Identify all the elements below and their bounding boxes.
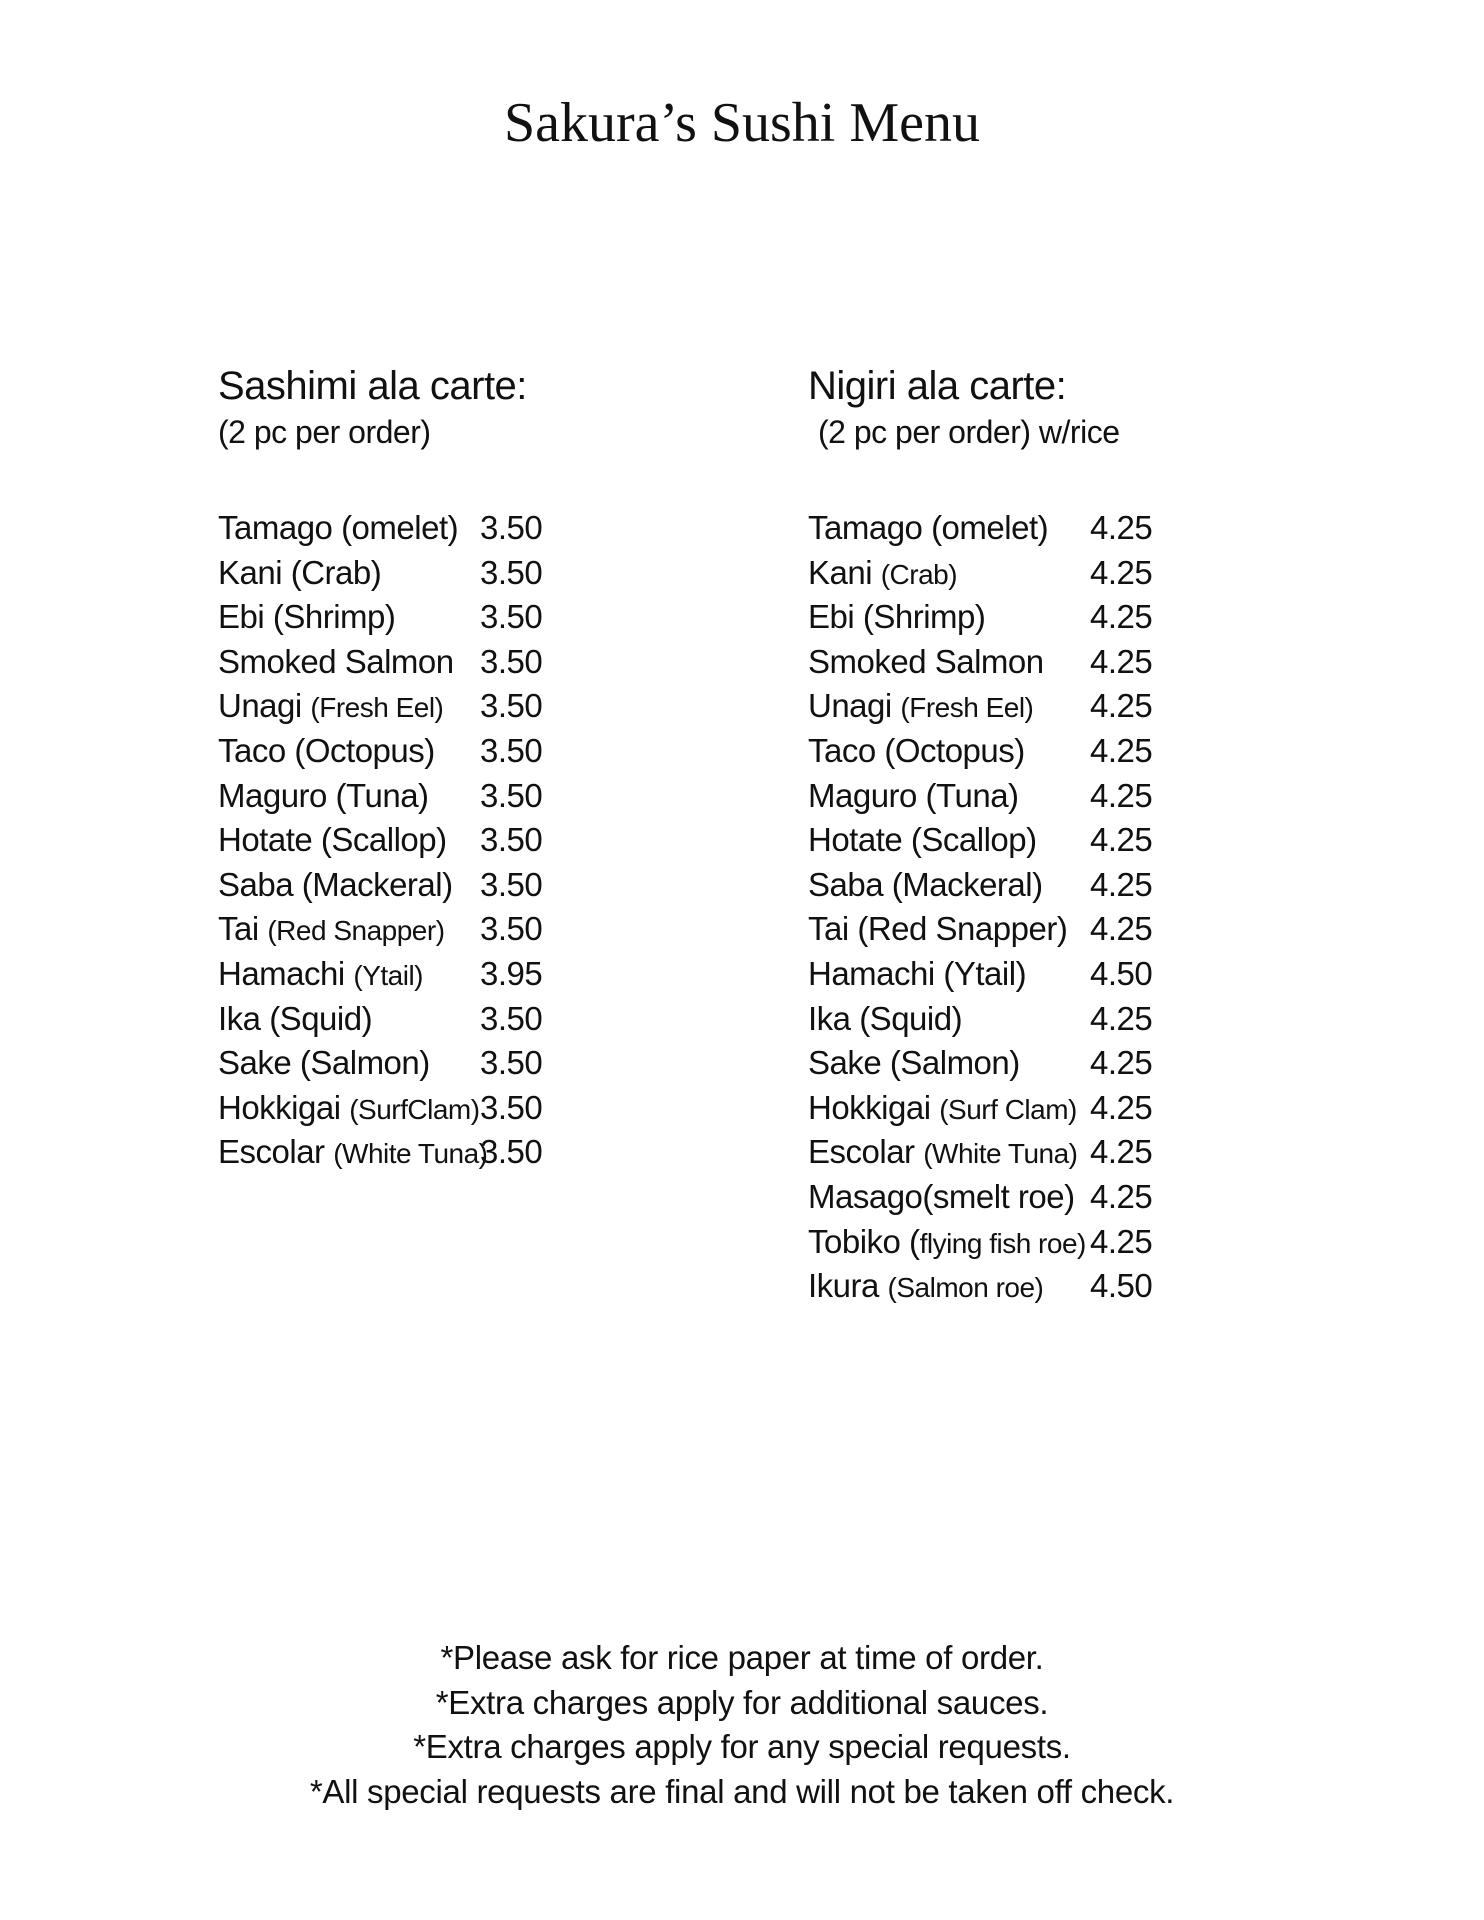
menu-item-label: Ika (Squid) [218, 999, 373, 1037]
menu-item-detail: (White Tuna) [333, 1138, 488, 1170]
menu-item [218, 952, 638, 997]
footer-note: *All special requests are final and will not be taken off check. [309, 1772, 1175, 1810]
menu-item-price: 3.50 [480, 821, 543, 859]
menu-item [808, 818, 1248, 863]
menu-item-price: 4.25 [1090, 1088, 1153, 1126]
menu-item-label: Escolar [218, 1133, 325, 1171]
menu-item-name [218, 729, 435, 774]
menu-item [218, 640, 638, 685]
menu-item [808, 1264, 1248, 1309]
menu-item-name [808, 907, 1067, 952]
menu-item [808, 1086, 1248, 1131]
menu-item-label: Saba (Mackeral) [218, 865, 453, 903]
menu-item-price: 4.25 [1090, 821, 1153, 859]
menu-item-label: Hamachi [218, 954, 345, 992]
menu-item-price: 3.50 [480, 776, 543, 814]
menu-item-label: Taco (Octopus) [808, 731, 1025, 769]
menu-item [808, 1130, 1248, 1175]
menu-item-price: 4.25 [1090, 865, 1153, 903]
menu-item-name [218, 640, 454, 685]
menu-item-price: 4.25 [1090, 553, 1153, 591]
menu-item-label: Sake (Salmon) [808, 1044, 1020, 1082]
menu-item-price: 3.50 [480, 999, 543, 1037]
menu-item-name [808, 1130, 1078, 1177]
menu-item [808, 551, 1248, 596]
menu-item-name [218, 684, 443, 731]
menu-item-label: Masago(smelt roe) [808, 1177, 1075, 1215]
menu-item-price: 4.25 [1090, 509, 1153, 546]
sashimi-subheading: (2 pc per order) [218, 414, 431, 450]
menu-item [808, 729, 1248, 774]
menu-item-price: 3.95 [480, 954, 543, 992]
menu-item-label: Unagi [808, 687, 892, 725]
menu-item-name [808, 997, 962, 1042]
menu-item [808, 774, 1248, 819]
menu-item-price: 3.50 [480, 642, 543, 680]
menu-item-name [218, 1086, 480, 1133]
menu-item-price: 4.50 [1090, 1267, 1153, 1305]
menu-item-label: Maguro (Tuna) [808, 776, 1019, 814]
menu-item-price: 4.25 [1090, 910, 1153, 948]
menu-item [808, 863, 1248, 908]
menu-item [218, 863, 638, 908]
menu-item-price: 3.50 [480, 731, 543, 769]
menu-item-label: Hamachi (Ytail) [808, 954, 1027, 992]
menu-item [218, 997, 638, 1042]
menu-item-label: Kani [808, 553, 873, 591]
menu-item-label: Kani (Crab) [218, 553, 382, 591]
menu-item-name [218, 506, 458, 551]
menu-item-name [218, 551, 381, 596]
menu-item-price: 4.25 [1090, 1133, 1153, 1171]
menu-item-label: Tobiko ( [808, 1222, 920, 1260]
menu-item-name [808, 1041, 1020, 1086]
menu-item-detail: (Red Snapper) [267, 915, 445, 947]
menu-item-price: 4.25 [1090, 1044, 1153, 1082]
menu-item-name [218, 997, 372, 1042]
menu-item-price: 3.50 [480, 1133, 543, 1171]
menu-item-label: Hokkigai [218, 1088, 341, 1126]
menu-item-detail: (Fresh Eel) [310, 692, 444, 724]
menu-item-name [808, 1264, 1043, 1311]
nigiri-section [808, 362, 1248, 1309]
menu-item-name [808, 774, 1019, 819]
menu-item-name [808, 818, 1037, 863]
menu-item [218, 1041, 638, 1086]
menu-item-label: Ebi (Shrimp) [808, 598, 986, 636]
menu-item [808, 997, 1248, 1042]
menu-item-label: Tai (Red Snapper) [808, 910, 1068, 948]
menu-item-label: Maguro (Tuna) [218, 776, 429, 814]
menu-item-name [218, 595, 395, 640]
menu-item-label: Hokkigai [808, 1088, 931, 1126]
menu-item-label: Tamago (omelet) [808, 509, 1049, 546]
footer-note: *Extra charges apply for additional sauces. [435, 1683, 1049, 1721]
menu-item-name [808, 1086, 1077, 1133]
menu-item [808, 1175, 1248, 1220]
menu-item-name [218, 1130, 488, 1177]
menu-item-label: Ika (Squid) [808, 999, 963, 1037]
menu-item-name [218, 907, 445, 954]
sashimi-heading: Sashimi ala carte: [218, 364, 527, 408]
menu-item-name [218, 1041, 430, 1086]
footer-note: *Please ask for rice paper at time of order. [440, 1639, 1044, 1676]
menu-item [218, 595, 638, 640]
menu-item-detail: (White Tuna) [923, 1138, 1078, 1170]
menu-item-name [808, 595, 985, 640]
menu-item [808, 1041, 1248, 1086]
menu-item-price: 3.50 [480, 865, 543, 903]
menu-item [218, 1086, 638, 1131]
menu-item-price: 3.50 [480, 1044, 543, 1082]
menu-item-detail: (Surf Clam) [939, 1093, 1077, 1125]
menu-item-price: 4.25 [1090, 1177, 1153, 1215]
menu-item-name [218, 774, 429, 819]
menu-item-name [808, 640, 1044, 685]
menu-item [218, 907, 638, 952]
menu-item [218, 818, 638, 863]
menu-item-price: 4.25 [1090, 731, 1153, 769]
nigiri-item-list [808, 506, 1248, 1309]
menu-item-label: Smoked Salmon [808, 642, 1044, 680]
menu-item-label: Hotate (Scallop) [218, 821, 447, 859]
menu-item-name [808, 952, 1026, 997]
menu-item [218, 1130, 638, 1175]
menu-item-detail: (Fresh Eel) [900, 692, 1034, 724]
menu-item-price: 4.25 [1090, 642, 1153, 680]
menu-item [808, 684, 1248, 729]
menu-item [808, 907, 1248, 952]
menu-item-label: Tamago (omelet) [218, 509, 459, 546]
menu-item-detail: (SurfClam) [349, 1093, 480, 1125]
menu-item-name [808, 729, 1025, 774]
menu-item-label: Ikura [808, 1267, 879, 1305]
menu-item-label: Smoked Salmon [218, 642, 454, 680]
menu-item-detail: (Crab) [880, 558, 958, 590]
menu-item-price: 4.25 [1090, 999, 1153, 1037]
menu-item-detail: (Salmon roe) [887, 1272, 1044, 1304]
menu-item-price: 4.25 [1090, 1222, 1153, 1260]
menu-item [218, 774, 638, 819]
menu-item-label: Taco (Octopus) [218, 731, 435, 769]
menu-item [218, 729, 638, 774]
menu-item-price: 3.50 [480, 509, 543, 546]
menu-item-detail: flying fish roe) [919, 1227, 1086, 1259]
menu-item-label: Saba (Mackeral) [808, 865, 1043, 903]
menu-item [808, 640, 1248, 685]
menu-item-price: 3.50 [480, 910, 543, 948]
menu-item-name [808, 1220, 1086, 1267]
menu-item-price: 4.25 [1090, 598, 1153, 636]
menu-item-name [218, 818, 447, 863]
menu-item-label: Tai [218, 910, 259, 948]
menu-item-name [218, 952, 423, 999]
menu-item-price: 3.50 [480, 553, 543, 591]
footer-notes [0, 1636, 1484, 1814]
menu-item-label: Ebi (Shrimp) [218, 598, 396, 636]
menu-item-price: 4.25 [1090, 776, 1153, 814]
menu-title: Sakura’s Sushi Menu [504, 92, 980, 154]
menu-item-name [808, 551, 957, 598]
menu-item-name [808, 863, 1043, 908]
menu-item-price: 4.25 [1090, 687, 1153, 725]
menu-item-price: 3.50 [480, 687, 543, 725]
nigiri-subheading: (2 pc per order) w/rice [818, 414, 1120, 450]
menu-item-name [218, 863, 453, 908]
menu-item [218, 551, 638, 596]
menu-item-price: 4.50 [1090, 954, 1153, 992]
menu-item [808, 506, 1248, 551]
menu-item [808, 952, 1248, 997]
sashimi-section [218, 362, 638, 1175]
menu-item-label: Unagi [218, 687, 302, 725]
menu-item [218, 506, 638, 551]
menu-item [808, 1220, 1248, 1265]
sashimi-item-list [218, 506, 638, 1175]
menu-item-price: 3.50 [480, 1088, 543, 1126]
menu-item-label: Escolar [808, 1133, 915, 1171]
menu-item-name [808, 1175, 1075, 1220]
nigiri-heading: Nigiri ala carte: [808, 364, 1067, 408]
menu-item-detail: (Ytail) [353, 959, 424, 991]
menu-item [218, 684, 638, 729]
menu-item [808, 595, 1248, 640]
menu-item-name [808, 506, 1048, 551]
menu-item-label: Sake (Salmon) [218, 1044, 430, 1082]
menu-item-name [808, 684, 1033, 731]
menu-item-label: Hotate (Scallop) [808, 821, 1037, 859]
menu-item-price: 3.50 [480, 598, 543, 636]
footer-note: *Extra charges apply for any special requests. [413, 1728, 1071, 1765]
